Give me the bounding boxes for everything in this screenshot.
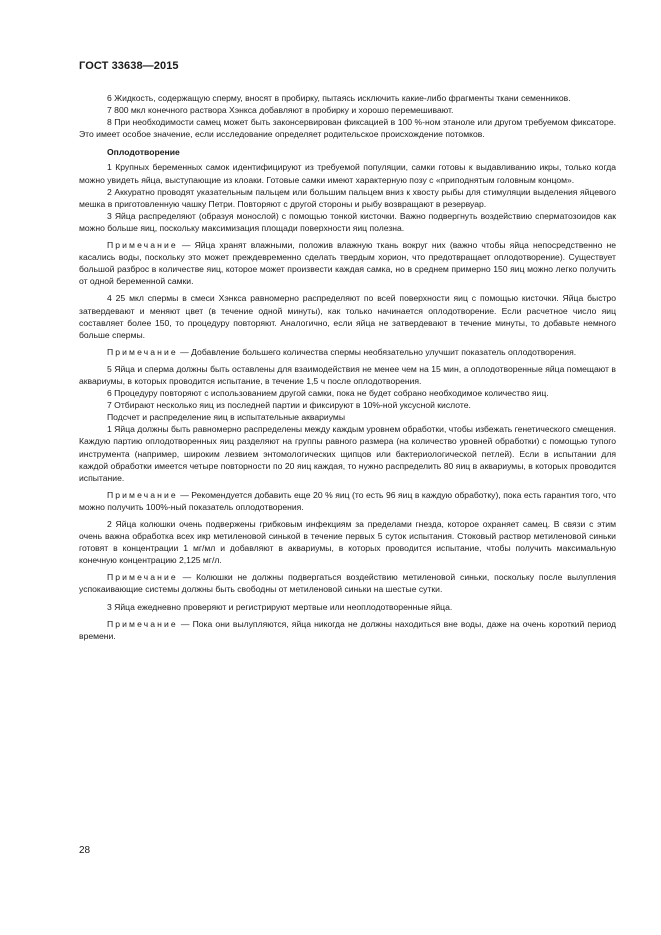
paragraph-fluid-sperm: 6 Жидкость, содержащую сперму, вносят в пробирку, пытаясь исключить какие-либо фрагменты ткани семенников. [107, 93, 571, 103]
note-label: Примечание [107, 346, 178, 357]
note-text: — Рекомендуется добавить еще 20 % яиц (то есть 96 яиц в каждую обработку), пока есть гарантия того, что можно получить 100%-ный показатель оплодотворения. [79, 489, 616, 512]
paragraph-interaction-time: 5 Яйца и сперма должны быть оставлены для взаимодействия не менее чем на 15 мин, а оплодотворенные яйца помещают в аквариумы, в которых проводится испытание, в течение 1,5 ч после оплодотворения. [79, 363, 616, 386]
note-text: — Яйца хранят влажными, положив влажную ткань вокруг них (важно чтобы яйца непосредственно не касались воды, поскольку это может преждевременно сделать твердым хорион, что предотвращает оплодотворение). Существует большой разброс в количестве яиц, которое может произвести каждая самка, но в среднем примерно 150 яиц можно легко получить от одной беременной самки. [79, 240, 616, 287]
note-text: — Добавление большего количества спермы необязательно улучшит показатель оплодотворения. [177, 346, 577, 357]
paragraph-select-females: 1 Крупных беременных самок идентифицируют из требуемой популяции, самки готовы к выдавливанию икры, только когда можно увидеть яйца, выступающие из клоаки. Готовые самки имеют характерную позу с «приподнятым головным концом». [79, 162, 616, 185]
note-more-sperm [79, 346, 616, 358]
paragraph-hanks-solution: 7 800 мкл конечного раствора Хэнкса добавляют в пробирку и хорошо перемешивают. [107, 105, 454, 116]
document-header: ГОСТ 33638—2015 [79, 60, 179, 72]
paragraph-spread-eggs: 3 Яйца распределяют (образуя монослой) с помощью тонкой кисточки. Важно подвергнуть воздействию сперматозоидов как можно больше яиц, поскольку максимизация площади поверхности яиц полезна. [79, 210, 616, 233]
document-body [79, 92, 616, 642]
note-methylene-exposure [79, 571, 616, 595]
note-label: Примечание [107, 240, 178, 251]
subheading-counting-distribution: Подсчет и распределение яиц в испытательные аквариумы [107, 412, 346, 423]
paragraph-distribute-evenly: 1 Яйца должны быть равномерно распределены между каждым уровнем обработки, чтобы избежать генетического смещения. Каждую партию оплодотворенных яиц разделяют на группы равного размера (на количество уровней обработки) с помощью тупого инструмента (например, широким лезвием энтомологических щипцов или бактериологической петлей). Если в испытании для каждой обработки имеется четыре повторности по 20 яиц каждая, то нужно распределить 80 яиц в аквариумы, в которых проводится испытание. [79, 424, 616, 483]
paragraph-methylene-blue: 2 Яйца колюшки очень подвержены грибковым инфекциям за пределами гнезда, которое охраняет самец. В связи с этим очень важна обработка всех икр метиленовой синькой в течение первых 5 суток испытания. Стоковый раствор метиленовой синьки готовят в концентрации 1 мг/мл и добавляют в аквариумы, в которых проводится испытание, чтобы получить максимальную конечную концентрацию 2,125 мг/л. [79, 519, 616, 566]
paragraph-apply-sperm: 4 25 мкл спермы в смеси Хэнкса равномерно распределяют по всей поверхности яиц с помощью кисточки. Яйца быстро затвердевают и меняют цвет (в течение одной минуты), как только начинается оплодотворение. Если расчетное число яиц составляет более 150, то процедуру повторяют. Аналогично, если яйца не затвердевают в течение минуты, то добавьте немного больше спермы. [79, 293, 616, 340]
note-keep-eggs-moist [79, 239, 616, 287]
paragraph-repeat-procedure: 6 Процедуру повторяют с использованием другой самки, пока не будет собрано необходимое количество яиц. [107, 388, 549, 399]
note-text: — Колюшки не должны подвергаться воздействию метиленовой синьки, поскольку после вылупления успокаивающие системы должны быть свободны от метиленовой синьки на шестые сутки. [79, 572, 616, 595]
paragraph-strip-eggs: 2 Аккуратно проводят указательным пальцем или большим пальцем вниз к хвосту рыбы для стимуляции выделения яйцевого мешка в приготовленную чашку Петри. Повторяют с другой стороны и рыбу возвращают в резервуар. [79, 186, 616, 209]
page-number: 28 [79, 845, 91, 856]
note-label: Примечание [107, 489, 178, 500]
paragraph-fixation: 8 При необходимости самец может быть законсервирован фиксацией в 100 %-ном этаноле или другом требуемом фиксаторе. Это имеет особое значение, если исследование определяет родительское происхождение потомков. [79, 117, 616, 140]
note-keep-in-water [79, 618, 616, 642]
note-text: — Пока они вылупляются, яйца никогда не должны находиться вне воды, даже на очень короткий период времени. [79, 618, 616, 641]
note-label: Примечание [107, 572, 178, 583]
note-label: Примечание [107, 618, 178, 629]
section-heading-fertilization: Оплодотворение [107, 147, 180, 158]
note-extra-eggs [79, 489, 616, 513]
paragraph-fix-acetic: 7 Отбирают несколько яиц из последней партии и фиксируют в 10%-ной уксусной кислоте. [107, 400, 471, 411]
paragraph-daily-check: 3 Яйца ежедневно проверяют и регистрируют мертвые или неоплодотворенные яйца. [107, 601, 453, 612]
